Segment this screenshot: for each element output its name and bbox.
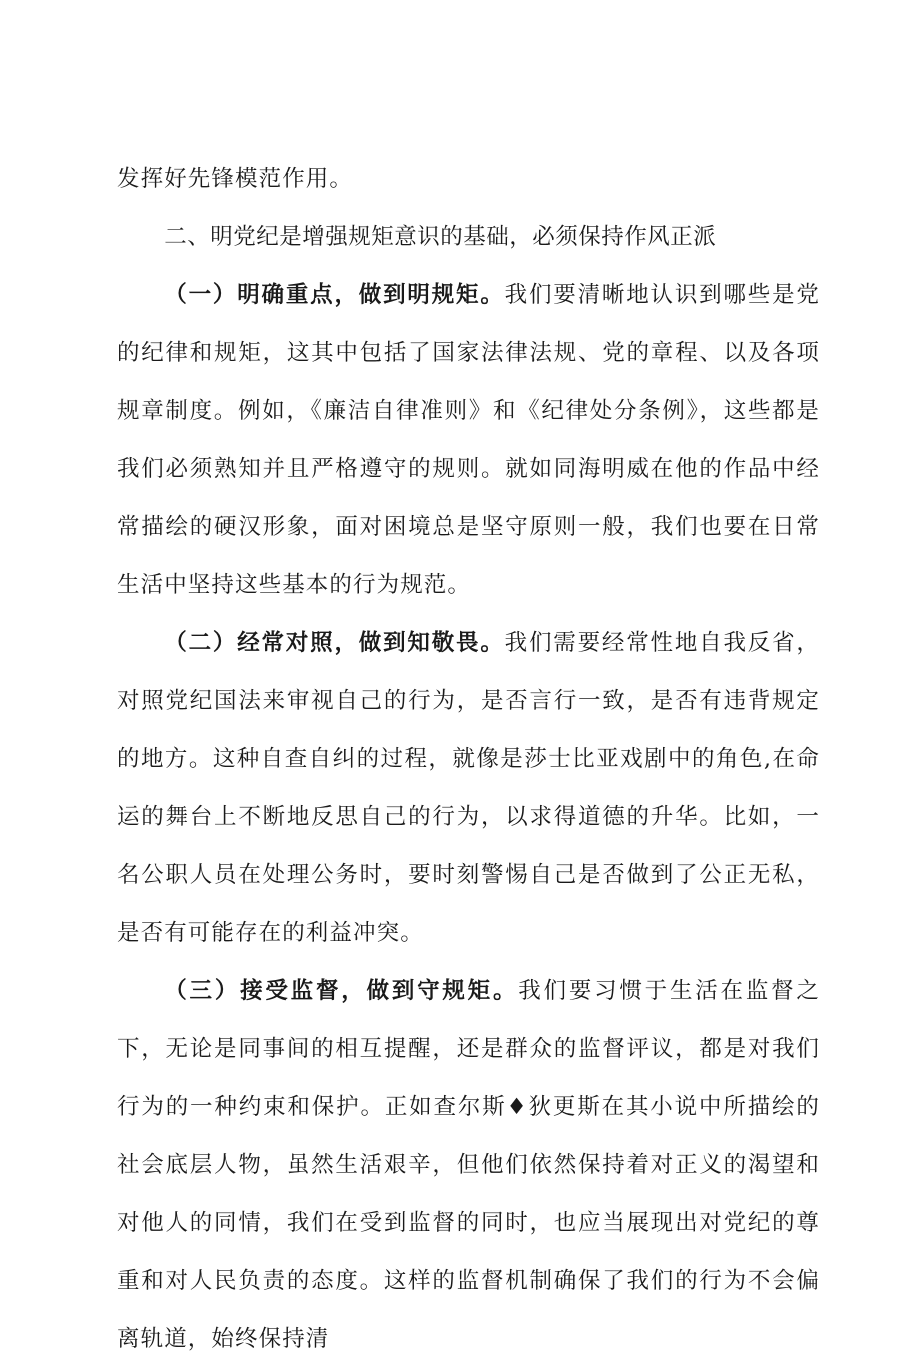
paragraph-3-body: 我们要习惯于生活在监督之下，无论是同事间的相互提醒，还是群众的监督评议，都是对我们行为的一种约束和保护。正如查尔斯♦狄更斯在其小说中所描绘的社会底层人物，虽然生活艰辛，但他们依然保持着对正义的渴望和对他人的同情，我们在受到监督的同时，也应当展现出对党纪的尊重和对人民负责的态度。这样的监督机制确保了我们的行为不会偏离轨道，始终保持清 — [117, 978, 820, 1352]
paragraph-2-body: 我们需要经常性地自我反省，对照党纪国法来审视自己的行为，是否言行一致，是否有违背规定的地方。这种自查自纠的过程，就像是莎士比亚戏剧中的角色,在命运的舞台上不断地反思自己的行为，以求得道德的升华。比如，一名公职人员在处理公务时，要时刻警惕自己是否做到了公正无私，是否有可能存在的利益冲突。 — [117, 630, 820, 946]
paragraph-3 — [117, 962, 820, 1368]
paragraph-3-lead: （三）接受监督，做到守规矩。 — [164, 978, 519, 1004]
paragraph-1-body: 我们要清晰地认识到哪些是党的纪律和规矩，这其中包括了国家法律法规、党的章程、以及各项规章制度。例如，《廉洁自律准则》和《纪律处分条例》，这些都是我们必须熟知并且严格遵守的规则。就如同海明威在他的作品中经常描绘的硬汉形象，面对困境总是坚守原则一般，我们也要在日常生活中坚持这些基本的行为规范。 — [117, 282, 820, 598]
paragraph-1 — [117, 266, 820, 614]
paragraph-2 — [117, 614, 820, 962]
continuation-text: 发挥好先锋模范作用。 — [117, 166, 354, 192]
section-heading: 二、明党纪是增强规矩意识的基础，必须保持作风正派 — [164, 224, 717, 250]
paragraph-2-lead: （二）经常对照，做到知敬畏。 — [164, 630, 505, 656]
paragraph-1-lead: （一）明确重点，做到明规矩。 — [164, 282, 505, 308]
document-body — [117, 150, 820, 1368]
